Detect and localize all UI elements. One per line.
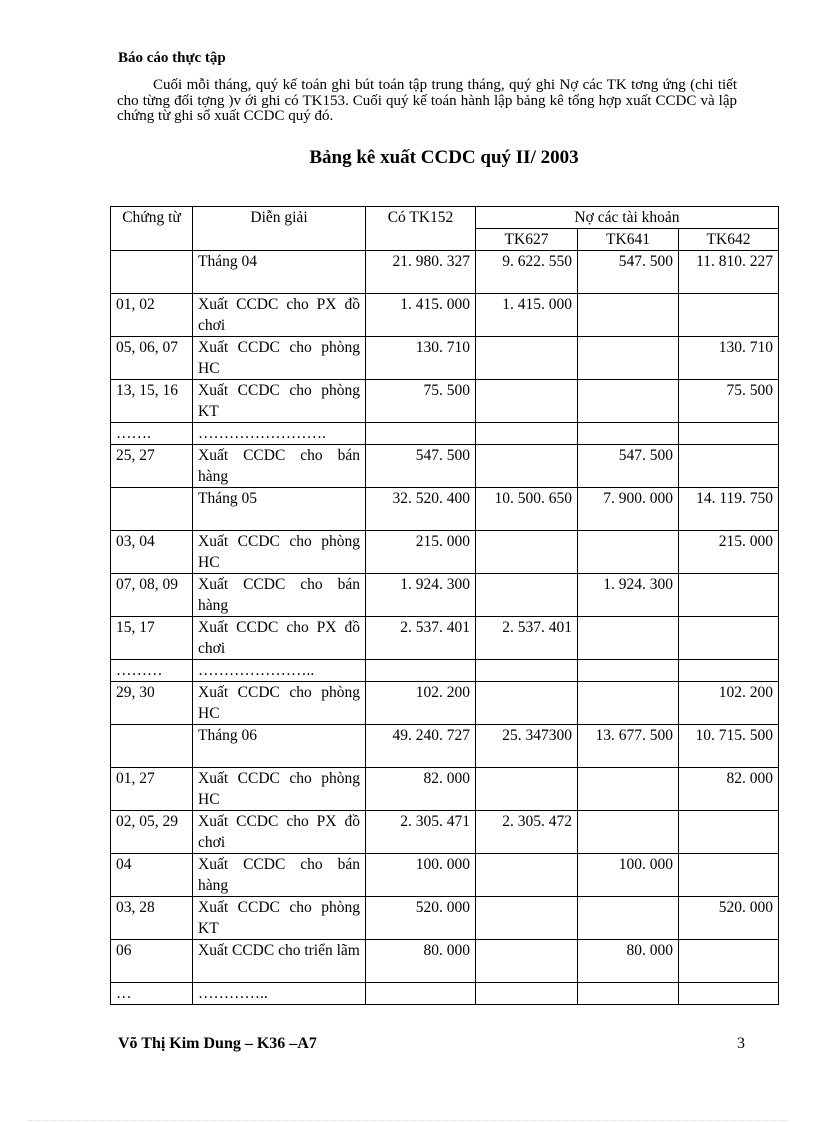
cell-tk641 (578, 811, 679, 854)
cell-chung-tu: ……… (111, 660, 193, 682)
header-tk627: TK627 (476, 229, 578, 251)
cell-co-tk152: 520. 000 (366, 897, 476, 940)
cell-tk642: 10. 715. 500 (679, 725, 779, 768)
cell-tk641: 7. 900. 000 (578, 488, 679, 531)
cell-co-tk152: 32. 520. 400 (366, 488, 476, 531)
cell-tk627: 2. 305. 472 (476, 811, 578, 854)
cell-tk627: 1. 415. 000 (476, 294, 578, 337)
table-row (111, 445, 779, 488)
cell-tk642: 75. 500 (679, 380, 779, 423)
cell-dien-giai: Xuất CCDC cho phòng KT (193, 380, 366, 423)
cell-chung-tu (111, 725, 193, 768)
cell-chung-tu: 01, 27 (111, 768, 193, 811)
cell-chung-tu: 29, 30 (111, 682, 193, 725)
cell-tk641: 547. 500 (578, 251, 679, 294)
cell-tk641 (578, 660, 679, 682)
cell-tk641 (578, 768, 679, 811)
report-header: Báo cáo thực tập (118, 50, 226, 66)
cell-tk627: 10. 500. 650 (476, 488, 578, 531)
header-dien-giai: Diễn giải (193, 207, 366, 251)
cell-tk641: 1. 924. 300 (578, 574, 679, 617)
cell-tk627 (476, 380, 578, 423)
cell-tk641 (578, 337, 679, 380)
cell-tk642: 82. 000 (679, 768, 779, 811)
table-row (111, 897, 779, 940)
cell-tk627 (476, 768, 578, 811)
cell-tk642: 11. 810. 227 (679, 251, 779, 294)
cell-tk627: 9. 622. 550 (476, 251, 578, 294)
cell-dien-giai: Tháng 04 (193, 251, 366, 294)
cell-tk641 (578, 423, 679, 445)
header-co-tk152: Có TK152 (366, 207, 476, 251)
cell-tk641 (578, 531, 679, 574)
author-footer: Võ Thị Kim Dung – K36 –A7 (118, 1035, 317, 1052)
cell-tk641: 100. 000 (578, 854, 679, 897)
page-number: 3 (737, 1035, 745, 1052)
cell-chung-tu: 03, 28 (111, 897, 193, 940)
cell-chung-tu: 13, 15, 16 (111, 380, 193, 423)
ledger-body (111, 251, 779, 1005)
table-row (111, 660, 779, 682)
cell-co-tk152: 547. 500 (366, 445, 476, 488)
cell-tk641 (578, 682, 679, 725)
cell-chung-tu: 07, 08, 09 (111, 574, 193, 617)
cell-tk642 (679, 445, 779, 488)
cell-tk642 (679, 617, 779, 660)
cell-chung-tu: 04 (111, 854, 193, 897)
cell-chung-tu: 02, 05, 29 (111, 811, 193, 854)
cell-tk627 (476, 574, 578, 617)
table-row (111, 725, 779, 768)
cell-co-tk152: 49. 240. 727 (366, 725, 476, 768)
cell-tk642 (679, 811, 779, 854)
cell-tk627 (476, 897, 578, 940)
table-row (111, 337, 779, 380)
cell-co-tk152: 1. 415. 000 (366, 294, 476, 337)
cell-co-tk152: 215. 000 (366, 531, 476, 574)
table-row (111, 294, 779, 337)
header-tk641: TK641 (578, 229, 679, 251)
cell-tk641 (578, 380, 679, 423)
cell-co-tk152: 100. 000 (366, 854, 476, 897)
cell-co-tk152: 21. 980. 327 (366, 251, 476, 294)
table-row (111, 983, 779, 1005)
table-title: Bảng kê xuất CCDC quý II/ 2003 (309, 147, 579, 168)
header-chung-tu: Chứng từ (111, 207, 193, 251)
cell-dien-giai: Xuất CCDC cho phòng HC (193, 768, 366, 811)
table-row (111, 531, 779, 574)
table-row (111, 488, 779, 531)
cell-tk641: 80. 000 (578, 940, 679, 983)
cell-tk627 (476, 940, 578, 983)
cell-tk641 (578, 294, 679, 337)
cell-dien-giai: Xuất CCDC cho bán hàng (193, 854, 366, 897)
cell-tk641: 13. 677. 500 (578, 725, 679, 768)
intro-paragraph: Cuối mỗi tháng, quý kế toán ghi bút toán tập trung tháng, quý ghi Nợ các TK tơng ứng (chi tiết cho từng đối tợng )v ới ghi có TK153. Cuối quý kế toán hành lập bảng kê tổng hợp xuất CCDC và lập chứng từ ghi sổ xuất CCDC quý đó. (117, 77, 737, 124)
cell-dien-giai: Xuất CCDC cho PX đồ chơi (193, 617, 366, 660)
cell-tk641 (578, 897, 679, 940)
cell-dien-giai: Tháng 05 (193, 488, 366, 531)
cell-tk642 (679, 574, 779, 617)
cell-chung-tu: 05, 06, 07 (111, 337, 193, 380)
cell-dien-giai: ………………….. (193, 660, 366, 682)
cell-tk627 (476, 854, 578, 897)
cell-tk642: 14. 119. 750 (679, 488, 779, 531)
cell-dien-giai: ………….. (193, 983, 366, 1005)
cell-chung-tu: 06 (111, 940, 193, 983)
cell-chung-tu: 25, 27 (111, 445, 193, 488)
cell-co-tk152 (366, 660, 476, 682)
cell-dien-giai: Xuất CCDC cho PX đồ chơi (193, 811, 366, 854)
cell-dien-giai: Tháng 06 (193, 725, 366, 768)
cell-chung-tu: 03, 04 (111, 531, 193, 574)
cell-co-tk152: 80. 000 (366, 940, 476, 983)
cell-tk627 (476, 337, 578, 380)
cell-tk642 (679, 423, 779, 445)
table-row (111, 854, 779, 897)
cell-tk642: 102. 200 (679, 682, 779, 725)
table-row (111, 617, 779, 660)
cell-chung-tu (111, 488, 193, 531)
header-tk642: TK642 (679, 229, 779, 251)
cell-co-tk152: 75. 500 (366, 380, 476, 423)
header-no-cac-tai-khoan: Nợ các tài khoản (476, 207, 779, 229)
cell-tk642: 130. 710 (679, 337, 779, 380)
cell-dien-giai: Xuất CCDC cho PX đồ chơi (193, 294, 366, 337)
cell-co-tk152: 2. 537. 401 (366, 617, 476, 660)
page-bottom-rule (28, 1120, 788, 1121)
cell-co-tk152 (366, 423, 476, 445)
ccdc-ledger-table (110, 206, 779, 1005)
cell-co-tk152: 82. 000 (366, 768, 476, 811)
cell-tk627: 25. 347300 (476, 725, 578, 768)
cell-dien-giai: Xuất CCDC cho phòng HC (193, 682, 366, 725)
cell-tk642: 520. 000 (679, 897, 779, 940)
cell-dien-giai: Xuất CCDC cho bán hàng (193, 445, 366, 488)
cell-tk627 (476, 682, 578, 725)
cell-tk642 (679, 294, 779, 337)
cell-tk627 (476, 660, 578, 682)
table-row (111, 682, 779, 725)
cell-tk642 (679, 940, 779, 983)
cell-tk641 (578, 983, 679, 1005)
cell-co-tk152: 130. 710 (366, 337, 476, 380)
cell-chung-tu: … (111, 983, 193, 1005)
cell-tk642 (679, 854, 779, 897)
cell-co-tk152: 102. 200 (366, 682, 476, 725)
table-row (111, 768, 779, 811)
cell-co-tk152: 1. 924. 300 (366, 574, 476, 617)
cell-tk627 (476, 983, 578, 1005)
cell-dien-giai: Xuất CCDC cho triển lãm (193, 940, 366, 983)
cell-tk627 (476, 423, 578, 445)
cell-tk642 (679, 660, 779, 682)
table-row (111, 811, 779, 854)
table-row (111, 423, 779, 445)
cell-tk642: 215. 000 (679, 531, 779, 574)
cell-chung-tu: 01, 02 (111, 294, 193, 337)
cell-dien-giai: ……………………. (193, 423, 366, 445)
table-row (111, 574, 779, 617)
cell-tk642 (679, 983, 779, 1005)
table-row (111, 251, 779, 294)
cell-tk627 (476, 531, 578, 574)
cell-tk641 (578, 617, 679, 660)
cell-chung-tu: 15, 17 (111, 617, 193, 660)
cell-dien-giai: Xuất CCDC cho bán hàng (193, 574, 366, 617)
cell-tk627: 2. 537. 401 (476, 617, 578, 660)
cell-dien-giai: Xuất CCDC cho phòng HC (193, 337, 366, 380)
cell-tk627 (476, 445, 578, 488)
cell-dien-giai: Xuất CCDC cho phòng HC (193, 531, 366, 574)
cell-co-tk152 (366, 983, 476, 1005)
cell-dien-giai: Xuất CCDC cho phòng KT (193, 897, 366, 940)
cell-co-tk152: 2. 305. 471 (366, 811, 476, 854)
cell-chung-tu (111, 251, 193, 294)
cell-chung-tu: ……. (111, 423, 193, 445)
cell-tk641: 547. 500 (578, 445, 679, 488)
table-row (111, 380, 779, 423)
table-row (111, 940, 779, 983)
